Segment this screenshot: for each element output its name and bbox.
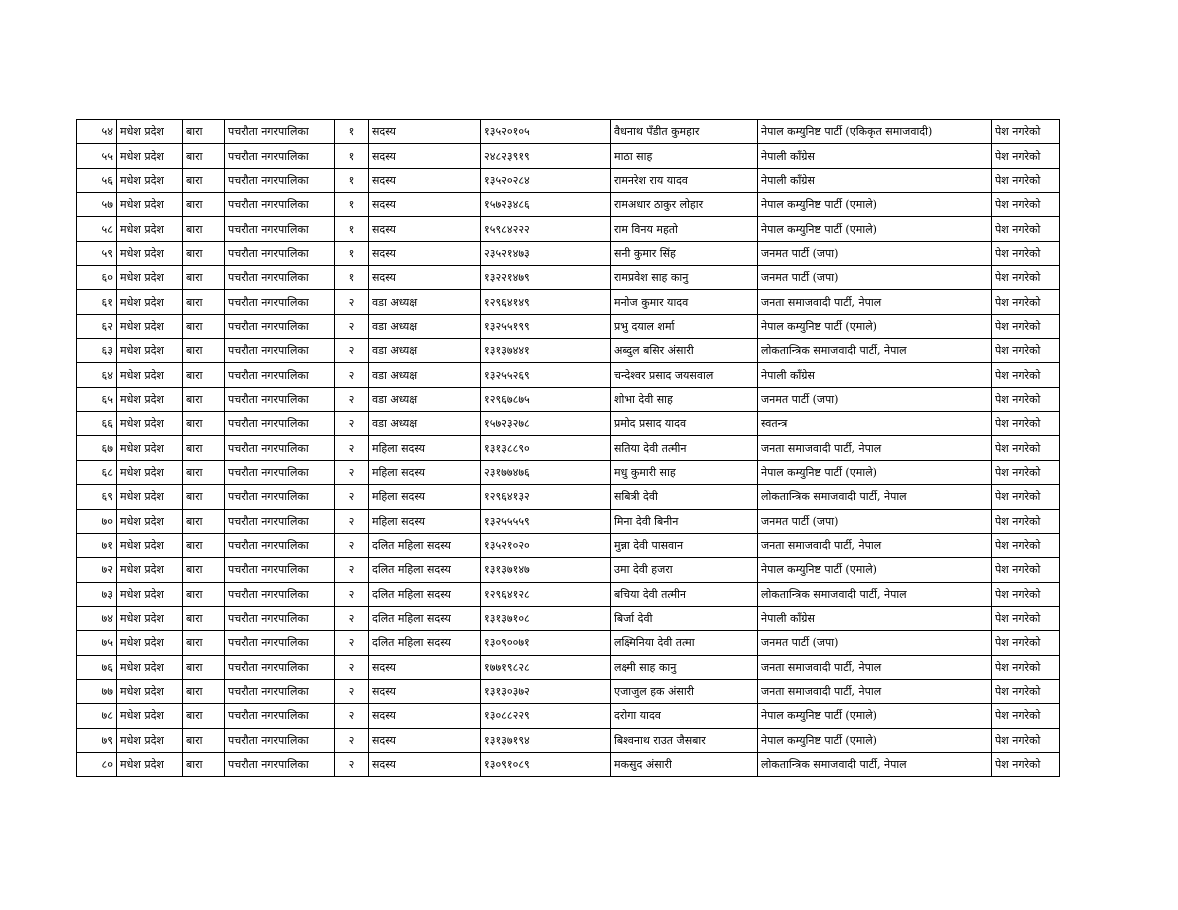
- party-cell: जनता समाजवादी पार्टी, नेपाल: [758, 679, 992, 703]
- id-number-cell: १३०९१०८९: [481, 752, 611, 776]
- serial-number-cell: ७२: [77, 558, 117, 582]
- status-cell: पेश नगरेको: [992, 363, 1060, 387]
- table-row: [77, 436, 1060, 460]
- post-cell: सदस्य: [369, 120, 481, 144]
- ward-number-cell: २: [335, 387, 369, 411]
- table-row: [77, 509, 1060, 533]
- ward-number-cell: १: [335, 120, 369, 144]
- table-row: [77, 582, 1060, 606]
- id-number-cell: २३१७७४७६: [481, 460, 611, 484]
- serial-number-cell: ८०: [77, 752, 117, 776]
- party-cell: नेपाल कम्युनिष्ट पार्टी (एमाले): [758, 704, 992, 728]
- serial-number-cell: ६२: [77, 314, 117, 338]
- table-row: [77, 120, 1060, 144]
- local-body-cell: पचरौता नगरपालिका: [225, 290, 335, 314]
- ward-number-cell: २: [335, 485, 369, 509]
- district-cell: बारा: [183, 217, 225, 241]
- serial-number-cell: ५६: [77, 168, 117, 192]
- status-cell: पेश नगरेको: [992, 558, 1060, 582]
- district-cell: बारा: [183, 679, 225, 703]
- province-cell: मधेश प्रदेश: [117, 314, 183, 338]
- ward-number-cell: १: [335, 217, 369, 241]
- local-body-cell: पचरौता नगरपालिका: [225, 533, 335, 557]
- district-cell: बारा: [183, 193, 225, 217]
- candidate-name-cell: प्रभु दयाल शर्मा: [611, 314, 758, 338]
- id-number-cell: १२९६४१२८: [481, 582, 611, 606]
- province-cell: मधेश प्रदेश: [117, 655, 183, 679]
- ward-number-cell: १: [335, 266, 369, 290]
- ward-number-cell: २: [335, 436, 369, 460]
- local-body-cell: पचरौता नगरपालिका: [225, 314, 335, 338]
- local-body-cell: पचरौता नगरपालिका: [225, 168, 335, 192]
- district-cell: बारा: [183, 266, 225, 290]
- candidate-name-cell: दरोगा यादव: [611, 704, 758, 728]
- serial-number-cell: ६४: [77, 363, 117, 387]
- local-body-cell: पचरौता नगरपालिका: [225, 631, 335, 655]
- status-cell: पेश नगरेको: [992, 144, 1060, 168]
- party-cell: नेपाली काँग्रेस: [758, 168, 992, 192]
- id-number-cell: १५७२३४८६: [481, 193, 611, 217]
- table-row: [77, 460, 1060, 484]
- party-cell: जनता समाजवादी पार्टी, नेपाल: [758, 533, 992, 557]
- table-row: [77, 363, 1060, 387]
- ward-number-cell: २: [335, 558, 369, 582]
- serial-number-cell: ७८: [77, 704, 117, 728]
- post-cell: सदस्य: [369, 655, 481, 679]
- ward-number-cell: २: [335, 412, 369, 436]
- serial-number-cell: ५८: [77, 217, 117, 241]
- local-body-cell: पचरौता नगरपालिका: [225, 266, 335, 290]
- local-body-cell: पचरौता नगरपालिका: [225, 436, 335, 460]
- table-row: [77, 558, 1060, 582]
- ward-number-cell: २: [335, 679, 369, 703]
- local-body-cell: पचरौता नगरपालिका: [225, 728, 335, 752]
- id-number-cell: १२९६७८७५: [481, 387, 611, 411]
- candidate-table: [76, 119, 1060, 777]
- id-number-cell: १३१३७१९४: [481, 728, 611, 752]
- district-cell: बारा: [183, 752, 225, 776]
- party-cell: लोकतान्त्रिक समाजवादी पार्टी, नेपाल: [758, 485, 992, 509]
- district-cell: बारा: [183, 582, 225, 606]
- candidate-name-cell: लक्ष्मिनिया देवी तत्मा: [611, 631, 758, 655]
- id-number-cell: १७७१९८२८: [481, 655, 611, 679]
- serial-number-cell: ७१: [77, 533, 117, 557]
- province-cell: मधेश प्रदेश: [117, 144, 183, 168]
- district-cell: बारा: [183, 728, 225, 752]
- province-cell: मधेश प्रदेश: [117, 290, 183, 314]
- local-body-cell: पचरौता नगरपालिका: [225, 120, 335, 144]
- party-cell: जनता समाजवादी पार्टी, नेपाल: [758, 655, 992, 679]
- post-cell: महिला सदस्य: [369, 436, 481, 460]
- post-cell: दलित महिला सदस्य: [369, 582, 481, 606]
- serial-number-cell: ६७: [77, 436, 117, 460]
- party-cell: नेपाल कम्युनिष्ट पार्टी (एमाले): [758, 460, 992, 484]
- party-cell: नेपाली काँग्रेस: [758, 144, 992, 168]
- district-cell: बारा: [183, 339, 225, 363]
- post-cell: सदस्य: [369, 679, 481, 703]
- ward-number-cell: २: [335, 509, 369, 533]
- candidate-name-cell: लक्ष्मी साह कानु: [611, 655, 758, 679]
- serial-number-cell: ६६: [77, 412, 117, 436]
- post-cell: सदस्य: [369, 144, 481, 168]
- candidate-name-cell: रामनरेश राय यादव: [611, 168, 758, 192]
- local-body-cell: पचरौता नगरपालिका: [225, 558, 335, 582]
- post-cell: सदस्य: [369, 217, 481, 241]
- district-cell: बारा: [183, 558, 225, 582]
- id-number-cell: १३१३०३७२: [481, 679, 611, 703]
- candidate-name-cell: रामप्रवेश साह कानु: [611, 266, 758, 290]
- table-row: [77, 266, 1060, 290]
- candidate-name-cell: शोभा देवी साह: [611, 387, 758, 411]
- status-cell: पेश नगरेको: [992, 655, 1060, 679]
- serial-number-cell: ६३: [77, 339, 117, 363]
- serial-number-cell: ७५: [77, 631, 117, 655]
- local-body-cell: पचरौता नगरपालिका: [225, 387, 335, 411]
- party-cell: नेपाली काँग्रेस: [758, 606, 992, 630]
- table-row: [77, 241, 1060, 265]
- table-row: [77, 631, 1060, 655]
- table-row: [77, 168, 1060, 192]
- district-cell: बारा: [183, 363, 225, 387]
- ward-number-cell: २: [335, 314, 369, 338]
- province-cell: मधेश प्रदेश: [117, 387, 183, 411]
- status-cell: पेश नगरेको: [992, 606, 1060, 630]
- party-cell: नेपाल कम्युनिष्ट पार्टी (एमाले): [758, 728, 992, 752]
- table-row: [77, 655, 1060, 679]
- ward-number-cell: २: [335, 655, 369, 679]
- post-cell: दलित महिला सदस्य: [369, 533, 481, 557]
- district-cell: बारा: [183, 485, 225, 509]
- party-cell: जनता समाजवादी पार्टी, नेपाल: [758, 436, 992, 460]
- post-cell: सदस्य: [369, 241, 481, 265]
- id-number-cell: १३२२१४७९: [481, 266, 611, 290]
- party-cell: नेपाल कम्युनिष्ट पार्टी (एकिकृत समाजवादी): [758, 120, 992, 144]
- post-cell: सदस्य: [369, 266, 481, 290]
- status-cell: पेश नगरेको: [992, 728, 1060, 752]
- serial-number-cell: ६५: [77, 387, 117, 411]
- status-cell: पेश नगरेको: [992, 460, 1060, 484]
- serial-number-cell: ६१: [77, 290, 117, 314]
- province-cell: मधेश प्रदेश: [117, 120, 183, 144]
- candidate-name-cell: प्रमोद प्रसाद यादव: [611, 412, 758, 436]
- id-number-cell: २३५२१४७३: [481, 241, 611, 265]
- party-cell: लोकतान्त्रिक समाजवादी पार्टी, नेपाल: [758, 582, 992, 606]
- province-cell: मधेश प्रदेश: [117, 582, 183, 606]
- province-cell: मधेश प्रदेश: [117, 241, 183, 265]
- district-cell: बारा: [183, 533, 225, 557]
- party-cell: जनमत पार्टी (जपा): [758, 509, 992, 533]
- candidate-name-cell: सबित्री देवी: [611, 485, 758, 509]
- post-cell: सदस्य: [369, 193, 481, 217]
- province-cell: मधेश प्रदेश: [117, 460, 183, 484]
- table-row: [77, 314, 1060, 338]
- id-number-cell: १३१३७१०८: [481, 606, 611, 630]
- ward-number-cell: २: [335, 631, 369, 655]
- post-cell: वडा अध्यक्ष: [369, 339, 481, 363]
- district-cell: बारा: [183, 314, 225, 338]
- ward-number-cell: २: [335, 752, 369, 776]
- id-number-cell: १३१३७१४७: [481, 558, 611, 582]
- candidate-name-cell: चन्देश्वर प्रसाद जयसवाल: [611, 363, 758, 387]
- serial-number-cell: ७३: [77, 582, 117, 606]
- table-row: [77, 339, 1060, 363]
- province-cell: मधेश प्रदेश: [117, 752, 183, 776]
- serial-number-cell: ७९: [77, 728, 117, 752]
- party-cell: जनमत पार्टी (जपा): [758, 241, 992, 265]
- table-row: [77, 606, 1060, 630]
- post-cell: दलित महिला सदस्य: [369, 558, 481, 582]
- candidate-name-cell: एजाजुल हक अंसारी: [611, 679, 758, 703]
- local-body-cell: पचरौता नगरपालिका: [225, 606, 335, 630]
- province-cell: मधेश प्रदेश: [117, 339, 183, 363]
- serial-number-cell: ६९: [77, 485, 117, 509]
- status-cell: पेश नगरेको: [992, 704, 1060, 728]
- status-cell: पेश नगरेको: [992, 241, 1060, 265]
- province-cell: मधेश प्रदेश: [117, 558, 183, 582]
- ward-number-cell: १: [335, 193, 369, 217]
- id-number-cell: १३५२१०२०: [481, 533, 611, 557]
- ward-number-cell: १: [335, 241, 369, 265]
- candidate-name-cell: मुन्ना देवी पासवान: [611, 533, 758, 557]
- province-cell: मधेश प्रदेश: [117, 631, 183, 655]
- serial-number-cell: ५९: [77, 241, 117, 265]
- id-number-cell: १२९६४१४९: [481, 290, 611, 314]
- serial-number-cell: ५७: [77, 193, 117, 217]
- serial-number-cell: ५४: [77, 120, 117, 144]
- ward-number-cell: २: [335, 582, 369, 606]
- table-body: [77, 120, 1060, 777]
- local-body-cell: पचरौता नगरपालिका: [225, 241, 335, 265]
- post-cell: महिला सदस्य: [369, 485, 481, 509]
- status-cell: पेश नगरेको: [992, 436, 1060, 460]
- id-number-cell: १३१३८८९०: [481, 436, 611, 460]
- candidate-name-cell: मनोज कुमार यादव: [611, 290, 758, 314]
- local-body-cell: पचरौता नगरपालिका: [225, 460, 335, 484]
- status-cell: पेश नगरेको: [992, 387, 1060, 411]
- serial-number-cell: ७७: [77, 679, 117, 703]
- party-cell: नेपाल कम्युनिष्ट पार्टी (एमाले): [758, 217, 992, 241]
- table-row: [77, 290, 1060, 314]
- party-cell: नेपाल कम्युनिष्ट पार्टी (एमाले): [758, 558, 992, 582]
- post-cell: महिला सदस्य: [369, 509, 481, 533]
- party-cell: नेपाल कम्युनिष्ट पार्टी (एमाले): [758, 193, 992, 217]
- status-cell: पेश नगरेको: [992, 679, 1060, 703]
- province-cell: मधेश प्रदेश: [117, 704, 183, 728]
- candidate-name-cell: मधु कुमारी साह: [611, 460, 758, 484]
- local-body-cell: पचरौता नगरपालिका: [225, 704, 335, 728]
- table-row: [77, 533, 1060, 557]
- post-cell: दलित महिला सदस्य: [369, 606, 481, 630]
- post-cell: वडा अध्यक्ष: [369, 387, 481, 411]
- candidate-name-cell: बिर्जा देवी: [611, 606, 758, 630]
- status-cell: पेश नगरेको: [992, 339, 1060, 363]
- table-row: [77, 387, 1060, 411]
- district-cell: बारा: [183, 290, 225, 314]
- serial-number-cell: ७६: [77, 655, 117, 679]
- serial-number-cell: ६०: [77, 266, 117, 290]
- district-cell: बारा: [183, 509, 225, 533]
- local-body-cell: पचरौता नगरपालिका: [225, 679, 335, 703]
- party-cell: जनता समाजवादी पार्टी, नेपाल: [758, 290, 992, 314]
- district-cell: बारा: [183, 655, 225, 679]
- status-cell: पेश नगरेको: [992, 314, 1060, 338]
- province-cell: मधेश प्रदेश: [117, 679, 183, 703]
- district-cell: बारा: [183, 120, 225, 144]
- id-number-cell: १५७२३२७८: [481, 412, 611, 436]
- post-cell: वडा अध्यक्ष: [369, 290, 481, 314]
- status-cell: पेश नगरेको: [992, 533, 1060, 557]
- post-cell: सदस्य: [369, 168, 481, 192]
- table-row: [77, 144, 1060, 168]
- province-cell: मधेश प्रदेश: [117, 193, 183, 217]
- candidate-name-cell: रामअधार ठाकुर लोहार: [611, 193, 758, 217]
- post-cell: सदस्य: [369, 704, 481, 728]
- district-cell: बारा: [183, 606, 225, 630]
- post-cell: सदस्य: [369, 728, 481, 752]
- candidate-name-cell: मकसुद अंसारी: [611, 752, 758, 776]
- party-cell: जनमत पार्टी (जपा): [758, 387, 992, 411]
- id-number-cell: १३०९००७१: [481, 631, 611, 655]
- province-cell: मधेश प्रदेश: [117, 485, 183, 509]
- district-cell: बारा: [183, 168, 225, 192]
- candidate-name-cell: बचिया देवी तत्मीन: [611, 582, 758, 606]
- status-cell: पेश नगरेको: [992, 412, 1060, 436]
- local-body-cell: पचरौता नगरपालिका: [225, 582, 335, 606]
- candidate-name-cell: मिना देवी बिनीन: [611, 509, 758, 533]
- candidate-name-cell: बिश्वनाथ राउत जैसबार: [611, 728, 758, 752]
- id-number-cell: १३५२०२८४: [481, 168, 611, 192]
- province-cell: मधेश प्रदेश: [117, 436, 183, 460]
- ward-number-cell: २: [335, 704, 369, 728]
- ward-number-cell: २: [335, 606, 369, 630]
- province-cell: मधेश प्रदेश: [117, 363, 183, 387]
- status-cell: पेश नगरेको: [992, 485, 1060, 509]
- local-body-cell: पचरौता नगरपालिका: [225, 509, 335, 533]
- table-row: [77, 412, 1060, 436]
- table-row: [77, 193, 1060, 217]
- table-row: [77, 728, 1060, 752]
- local-body-cell: पचरौता नगरपालिका: [225, 144, 335, 168]
- serial-number-cell: ७०: [77, 509, 117, 533]
- post-cell: वडा अध्यक्ष: [369, 363, 481, 387]
- id-number-cell: १३५२०१०५: [481, 120, 611, 144]
- district-cell: बारा: [183, 436, 225, 460]
- serial-number-cell: ६८: [77, 460, 117, 484]
- id-number-cell: १२९६४१३२: [481, 485, 611, 509]
- serial-number-cell: ७४: [77, 606, 117, 630]
- status-cell: पेश नगरेको: [992, 631, 1060, 655]
- party-cell: जनमत पार्टी (जपा): [758, 631, 992, 655]
- id-number-cell: २४८२३९१९: [481, 144, 611, 168]
- post-cell: महिला सदस्य: [369, 460, 481, 484]
- province-cell: मधेश प्रदेश: [117, 168, 183, 192]
- province-cell: मधेश प्रदेश: [117, 412, 183, 436]
- status-cell: पेश नगरेको: [992, 509, 1060, 533]
- status-cell: पेश नगरेको: [992, 582, 1060, 606]
- local-body-cell: पचरौता नगरपालिका: [225, 485, 335, 509]
- province-cell: मधेश प्रदेश: [117, 728, 183, 752]
- post-cell: वडा अध्यक्ष: [369, 412, 481, 436]
- id-number-cell: १३२५५५५९: [481, 509, 611, 533]
- table-row: [77, 704, 1060, 728]
- district-cell: बारा: [183, 460, 225, 484]
- district-cell: बारा: [183, 241, 225, 265]
- status-cell: पेश नगरेको: [992, 266, 1060, 290]
- candidate-name-cell: सतिया देवी तत्मीन: [611, 436, 758, 460]
- province-cell: मधेश प्रदेश: [117, 217, 183, 241]
- ward-number-cell: २: [335, 290, 369, 314]
- id-number-cell: १५९८४२२२: [481, 217, 611, 241]
- local-body-cell: पचरौता नगरपालिका: [225, 339, 335, 363]
- ward-number-cell: १: [335, 144, 369, 168]
- post-cell: सदस्य: [369, 752, 481, 776]
- local-body-cell: पचरौता नगरपालिका: [225, 217, 335, 241]
- candidate-name-cell: माठा साह: [611, 144, 758, 168]
- district-cell: बारा: [183, 144, 225, 168]
- id-number-cell: १३२५५२६९: [481, 363, 611, 387]
- post-cell: वडा अध्यक्ष: [369, 314, 481, 338]
- party-cell: नेपाल कम्युनिष्ट पार्टी (एमाले): [758, 314, 992, 338]
- status-cell: पेश नगरेको: [992, 752, 1060, 776]
- district-cell: बारा: [183, 631, 225, 655]
- status-cell: पेश नगरेको: [992, 217, 1060, 241]
- province-cell: मधेश प्रदेश: [117, 606, 183, 630]
- local-body-cell: पचरौता नगरपालिका: [225, 655, 335, 679]
- district-cell: बारा: [183, 412, 225, 436]
- district-cell: बारा: [183, 704, 225, 728]
- province-cell: मधेश प्रदेश: [117, 509, 183, 533]
- party-cell: लोकतान्त्रिक समाजवादी पार्टी, नेपाल: [758, 339, 992, 363]
- ward-number-cell: १: [335, 168, 369, 192]
- local-body-cell: पचरौता नगरपालिका: [225, 752, 335, 776]
- id-number-cell: १३२५५१९९: [481, 314, 611, 338]
- id-number-cell: १३१३७४४१: [481, 339, 611, 363]
- party-cell: नेपाली काँग्रेस: [758, 363, 992, 387]
- post-cell: दलित महिला सदस्य: [369, 631, 481, 655]
- ward-number-cell: २: [335, 460, 369, 484]
- status-cell: पेश नगरेको: [992, 193, 1060, 217]
- ward-number-cell: २: [335, 363, 369, 387]
- party-cell: जनमत पार्टी (जपा): [758, 266, 992, 290]
- district-cell: बारा: [183, 387, 225, 411]
- province-cell: मधेश प्रदेश: [117, 533, 183, 557]
- ward-number-cell: २: [335, 533, 369, 557]
- table-row: [77, 679, 1060, 703]
- ward-number-cell: २: [335, 339, 369, 363]
- local-body-cell: पचरौता नगरपालिका: [225, 193, 335, 217]
- status-cell: पेश नगरेको: [992, 168, 1060, 192]
- serial-number-cell: ५५: [77, 144, 117, 168]
- local-body-cell: पचरौता नगरपालिका: [225, 363, 335, 387]
- candidate-name-cell: अब्दुल बसिर अंसारी: [611, 339, 758, 363]
- table-row: [77, 217, 1060, 241]
- province-cell: मधेश प्रदेश: [117, 266, 183, 290]
- candidate-name-cell: राम विनय महतो: [611, 217, 758, 241]
- table-row: [77, 752, 1060, 776]
- status-cell: पेश नगरेको: [992, 290, 1060, 314]
- candidate-name-cell: उमा देवी हजरा: [611, 558, 758, 582]
- ward-number-cell: २: [335, 728, 369, 752]
- party-cell: स्वतन्त्र: [758, 412, 992, 436]
- party-cell: लोकतान्त्रिक समाजवादी पार्टी, नेपाल: [758, 752, 992, 776]
- status-cell: पेश नगरेको: [992, 120, 1060, 144]
- table-row: [77, 485, 1060, 509]
- id-number-cell: १३०८८२२९: [481, 704, 611, 728]
- local-body-cell: पचरौता नगरपालिका: [225, 412, 335, 436]
- candidate-name-cell: वैधनाथ पँडीत कुमहार: [611, 120, 758, 144]
- candidate-name-cell: सनी कुमार सिंह: [611, 241, 758, 265]
